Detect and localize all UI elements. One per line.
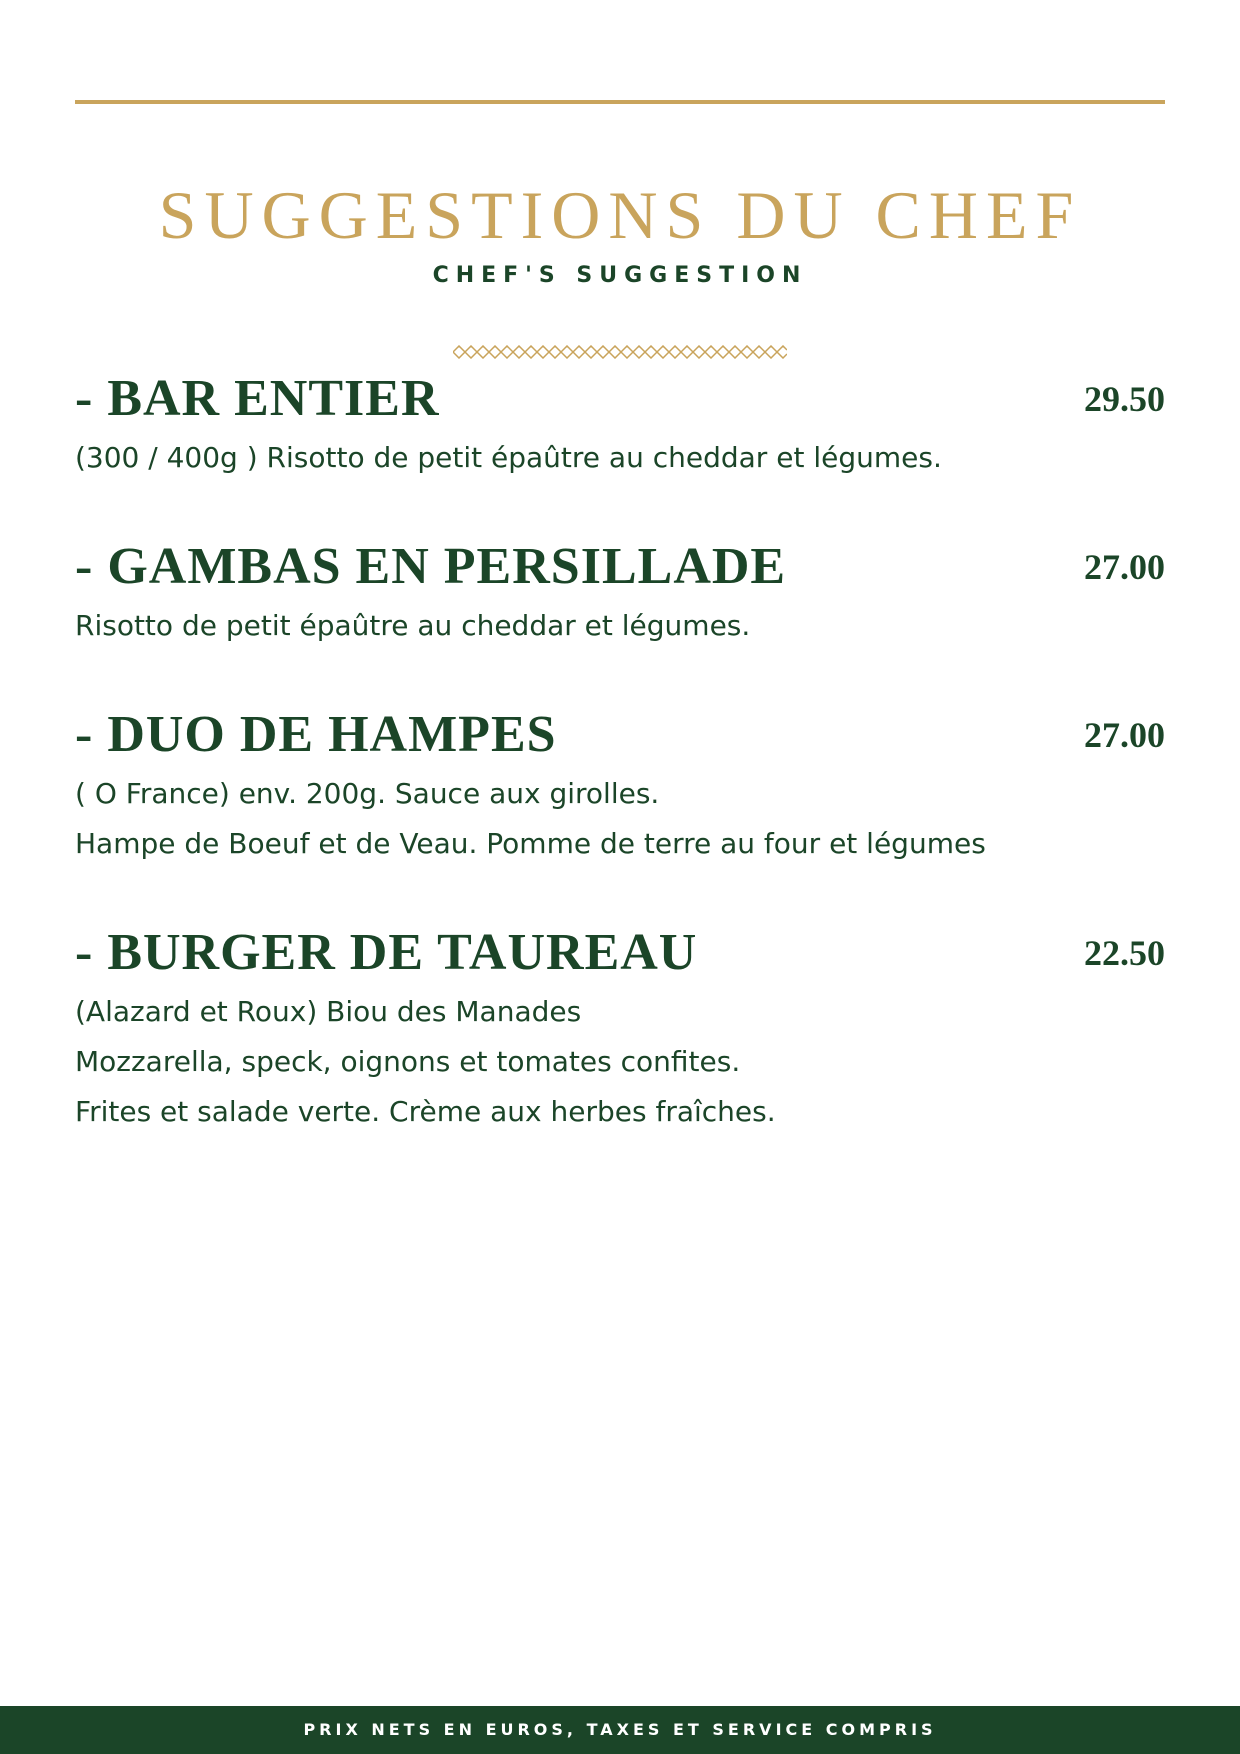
footer-banner: PRIX NETS EN EUROS, TAXES ET SERVICE COMPRIS — [0, 1706, 1240, 1754]
menu-item — [75, 365, 1165, 483]
page-subtitle: CHEF'S SUGGESTION — [432, 263, 808, 288]
diamond-ornament-icon — [453, 345, 787, 359]
top-divider — [75, 100, 1165, 104]
menu-item-price: 22.50 — [1084, 933, 1165, 973]
menu-item-description: Mozzarella, speck, oignons et tomates confites. — [75, 1045, 741, 1078]
menu-item-name: - GAMBAS EN PERSILLADE — [75, 538, 787, 595]
menu-item — [75, 701, 1165, 869]
menu-item-name: - BAR ENTIER — [75, 370, 440, 427]
menu-item-price: 29.50 — [1084, 379, 1165, 419]
menu-item-price: 27.00 — [1084, 715, 1165, 755]
menu-item-name: - DUO DE HAMPES — [75, 706, 557, 763]
menu-item-description: Frites et salade verte. Crème aux herbes fraîches. — [75, 1095, 776, 1128]
menu-item — [75, 533, 1165, 651]
menu-item-description: (300 / 400g ) Risotto de petit épaûtre au cheddar et légumes. — [75, 441, 942, 474]
page-title: SUGGESTIONS DU CHEF — [158, 177, 1082, 253]
menu-list — [75, 365, 1165, 1187]
menu-item-description: Hampe de Boeuf et de Veau. Pomme de terre au four et légumes — [75, 827, 986, 860]
menu-item-description: (Alazard et Roux) Biou des Manades — [75, 995, 582, 1028]
menu-item-description: ( O France) env. 200g. Sauce aux girolles. — [75, 777, 660, 810]
menu-item-price: 27.00 — [1084, 547, 1165, 587]
menu-item — [75, 919, 1165, 1137]
menu-item-description: Risotto de petit épaûtre au cheddar et légumes. — [75, 609, 751, 642]
menu-item-name: - BURGER DE TAUREAU — [75, 924, 698, 981]
